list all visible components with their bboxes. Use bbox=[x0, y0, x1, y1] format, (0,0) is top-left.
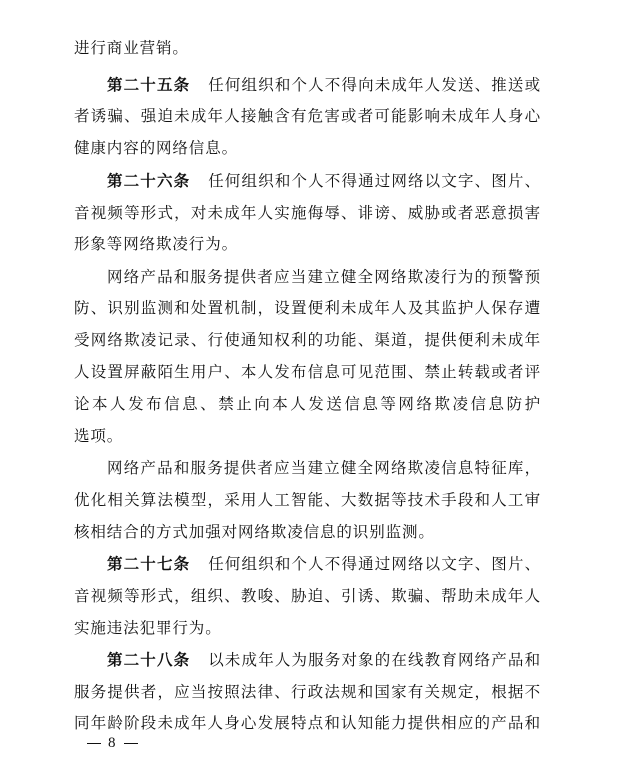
article-28-first-line bbox=[107, 650, 541, 670]
paragraph-line bbox=[74, 203, 541, 223]
article-heading: 第二十七条 bbox=[107, 555, 191, 573]
paragraph-line bbox=[107, 458, 541, 478]
article-heading: 第二十八条 bbox=[107, 651, 191, 669]
paragraph-line bbox=[74, 394, 541, 414]
paragraph-line bbox=[74, 522, 435, 542]
paragraph-line bbox=[74, 38, 189, 58]
text-line: 任何组织和个人不得通过网络以文字、图片、 bbox=[208, 172, 541, 190]
text-line: 音视频等形式，组织、教唆、胁迫、引诱、欺骗、帮助未成年人 bbox=[74, 587, 541, 605]
paragraph-line bbox=[74, 682, 541, 702]
text-line: 论本人发布信息、禁止向本人发送信息等网络欺凌信息防护 bbox=[74, 395, 541, 413]
text-line: 进行商业营销。 bbox=[74, 39, 189, 57]
text-line: 优化相关算法模型，采用人工智能、大数据等技术手段和人工审 bbox=[74, 491, 541, 509]
text-line: 防、识别监测和处置机制，设置便利未成年人及其监护人保存遭 bbox=[74, 299, 541, 317]
text-line: 核相结合的方式加强对网络欺凌信息的识别监测。 bbox=[74, 523, 435, 541]
text-line: 选项。 bbox=[74, 427, 124, 445]
paragraph-line bbox=[74, 298, 541, 318]
paragraph-line bbox=[74, 234, 238, 254]
text-line: 任何组织和个人不得向未成年人发送、推送或 bbox=[208, 76, 541, 94]
text-line: 受网络欺凌记录、行使通知权利的功能、渠道，提供便利未成年 bbox=[74, 331, 541, 349]
paragraph-line bbox=[74, 490, 541, 510]
article-heading: 第二十五条 bbox=[107, 76, 191, 94]
paragraph-line bbox=[74, 618, 222, 638]
text-line: 网络产品和服务提供者应当建立健全网络欺凌信息特征库， bbox=[107, 459, 541, 477]
dash-decoration bbox=[124, 743, 138, 744]
text-line: 实施违法犯罪行为。 bbox=[74, 619, 222, 637]
text-line: 健康内容的网络信息。 bbox=[74, 139, 239, 157]
text-line: 以未成年人为服务对象的在线教育网络产品和 bbox=[208, 651, 541, 669]
article-heading: 第二十六条 bbox=[107, 172, 191, 190]
paragraph-line bbox=[74, 713, 541, 733]
paragraph-line bbox=[74, 106, 541, 126]
text-line: 人设置屏蔽陌生用户、本人发布信息可见范围、禁止转载或者评 bbox=[74, 363, 541, 381]
article-26-first-line bbox=[107, 171, 541, 191]
article-25-first-line bbox=[107, 75, 541, 95]
page-number bbox=[80, 733, 145, 753]
page-number-value: 8 bbox=[108, 735, 117, 751]
text-line: 者诱骗、强迫未成年人接触含有危害或者可能影响未成年人身心 bbox=[74, 107, 541, 125]
text-line: 服务提供者，应当按照法律、行政法规和国家有关规定，根据不 bbox=[74, 683, 541, 701]
text-line: 形象等网络欺凌行为。 bbox=[74, 235, 239, 253]
paragraph-line bbox=[74, 362, 541, 382]
dash-decoration bbox=[87, 743, 101, 744]
text-line: 网络产品和服务提供者应当建立健全网络欺凌行为的预警预 bbox=[107, 268, 541, 286]
text-line: 音视频等形式，对未成年人实施侮辱、诽谤、威胁或者恶意损害 bbox=[74, 204, 541, 222]
paragraph-line bbox=[74, 426, 123, 446]
text-line: 任何组织和个人不得通过网络以文字、图片、 bbox=[208, 555, 541, 573]
paragraph-line bbox=[74, 586, 541, 606]
paragraph-line bbox=[74, 138, 238, 158]
paragraph-line bbox=[74, 330, 541, 350]
text-line: 同年龄阶段未成年人身心发展特点和认知能力提供相应的产品和 bbox=[74, 714, 541, 732]
paragraph-line bbox=[107, 267, 541, 287]
article-27-first-line bbox=[107, 554, 541, 574]
